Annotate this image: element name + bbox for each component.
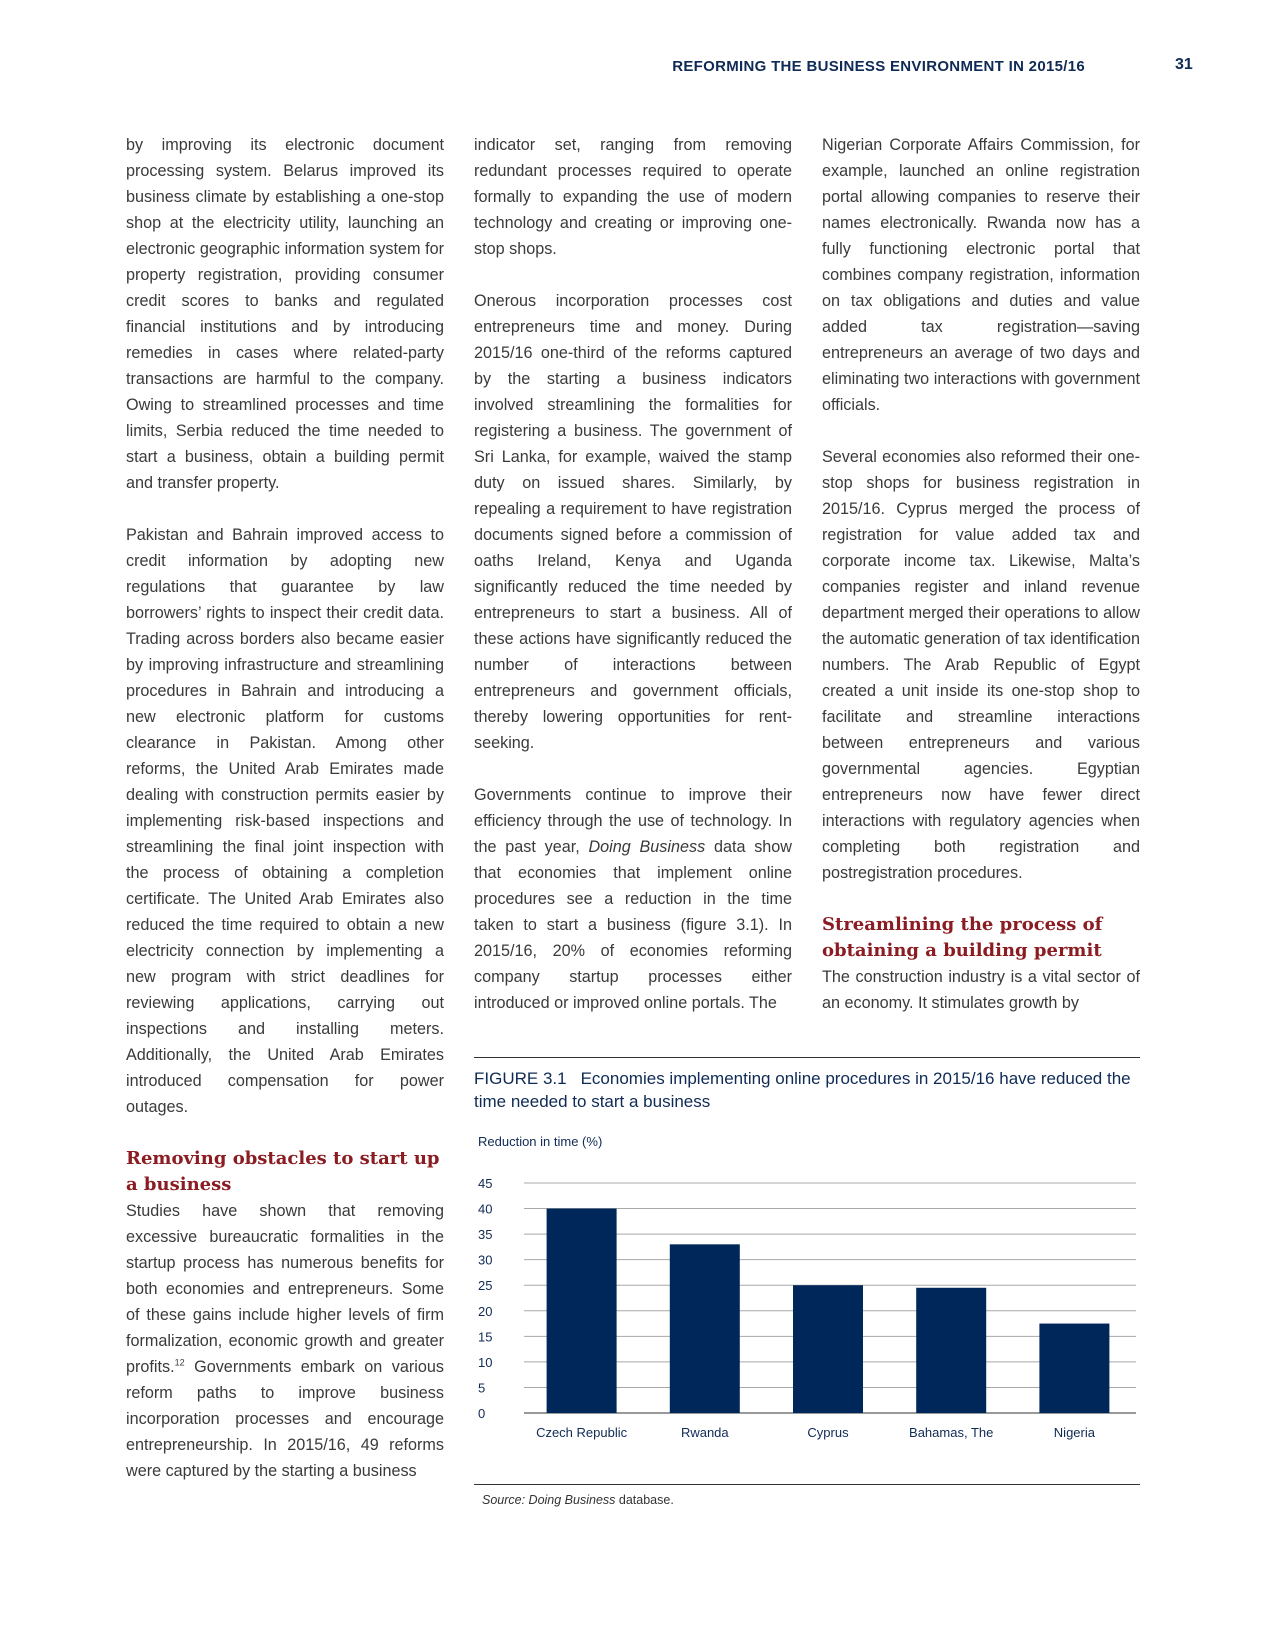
section-heading: Streamlining the process of obtaining a building permit	[822, 914, 1103, 961]
text-column-3	[822, 132, 1140, 1016]
y-tick-label: 45	[478, 1176, 493, 1191]
figure-source	[482, 1493, 674, 1507]
bar	[1039, 1324, 1109, 1413]
text-column-1	[126, 132, 444, 1484]
figure-title: Economies implementing online procedures in 2015/16 have reduced the time needed to start a business	[474, 1069, 1131, 1111]
figure-number: FIGURE 3.1	[474, 1069, 567, 1088]
endnote-marker: 12	[174, 1357, 185, 1368]
figure-caption	[474, 1067, 1134, 1113]
y-tick-label: 30	[478, 1252, 493, 1268]
x-tick-label: Czech Republic	[536, 1425, 628, 1440]
y-tick-label: 25	[478, 1278, 493, 1294]
bar	[793, 1285, 863, 1413]
bar	[916, 1288, 986, 1413]
paragraph-text: Studies have shown that removing excessive bureaucratic formalities in the startup process has numerous benefits for both economies and entrepreneurs. Some of these gains include higher levels of firm formalization, economic growth and greater profits.	[126, 1202, 444, 1376]
y-tick-label: 20	[478, 1303, 493, 1319]
y-tick-label: 40	[478, 1201, 493, 1217]
figure-top-rule	[474, 1057, 1140, 1058]
paragraph: Onerous incorporation processes cost entrepreneurs time and money. During 2015/16 one-third of the reforms captured by the starting a business indicators involved streamlining the formalities for registering a business. The government of Sri Lanka, for example, waived the stamp duty on issued shares. Similarly, by repealing a requirement to have registration documents signed before a commission of oaths Ireland, Kenya and Uganda significantly reduced the time needed by entrepreneurs to start a business. All of these actions have significantly reduced the number of interactions between entrepreneurs and government officials, thereby lowering opportunities for rent-seeking.	[474, 292, 792, 752]
bar	[670, 1244, 740, 1413]
paragraph: by improving its electronic document processing system. Belarus improved its business climate by establishing a one-stop shop at the electricity utility, launching an electronic geographic information system for property registration, providing consumer credit scores to banks and regulated financial institutions and by introducing remedies in cases where related-party transactions are harmful to the company. Owing to streamlined processes and time limits, Serbia reduced the time needed to start a business, obtain a building permit and transfer property.	[126, 136, 444, 492]
paragraph: indicator set, ranging from removing redundant processes required to operate formally to expanding the use of modern technology and creating or improving one-stop shops.	[474, 136, 792, 258]
figure-bottom-rule	[474, 1484, 1140, 1485]
paragraph-text: data show that economies that implement online procedures see a reduction in the time taken to start a business (figure 3.1). In 2015/16, 20% of economies reforming company startup processes either introduced or improved online portals. The	[474, 838, 792, 1012]
paragraph: Several economies also reformed their one-stop shops for business registration in 2015/16. Cyprus merged the process of registration for value added tax and corporate income tax. Likewise, Malta’s companies register and inland revenue department merged their operations to allow the automatic generation of tax identification numbers. The Arab Republic of Egypt created a unit inside its one-stop shop to facilitate and streamline interactions between entrepreneurs and various governmental agencies. Egyptian entrepreneurs now have fewer direct interactions with regulatory agencies when completing both registration and postregistration procedures.	[822, 448, 1140, 882]
y-tick-label: 5	[478, 1380, 486, 1396]
text-column-2	[474, 132, 792, 1016]
source-label: Source: Doing Business	[482, 1493, 616, 1507]
x-tick-label: Cyprus	[807, 1425, 849, 1440]
paragraph	[126, 1198, 444, 1484]
bar	[547, 1209, 617, 1413]
source-text: database.	[615, 1493, 674, 1507]
x-tick-label: Nigeria	[1053, 1425, 1095, 1440]
section-heading: Removing obstacles to start up a business	[126, 1148, 440, 1195]
page-number: 31	[1175, 56, 1193, 73]
x-tick-label: Bahamas, The	[909, 1425, 994, 1440]
publication-title: Doing Business	[588, 838, 706, 856]
y-tick-label: 35	[478, 1227, 493, 1243]
y-tick-label: 15	[478, 1329, 493, 1345]
paragraph: Nigerian Corporate Affairs Commission, for example, launched an online registration portal allowing companies to reserve their names electronically. Rwanda now has a fully functioning electronic portal that combines company registration, information on tax obligations and duties and value added tax registration—saving entrepreneurs an average of two days and eliminating two interactions with government officials.	[822, 136, 1140, 414]
running-head: REFORMING THE BUSINESS ENVIRONMENT IN 2015/16	[672, 58, 1085, 75]
y-tick-label: 0	[478, 1406, 486, 1421]
paragraph-text: Governments embark on various reform paths to improve business incorporation processes and encourage entrepreneurship. In 2015/16, 49 reforms were captured by the starting a business	[126, 1358, 444, 1480]
bar-chart	[474, 1147, 1140, 1467]
x-tick-label: Rwanda	[680, 1425, 729, 1440]
figure	[474, 1057, 1140, 1515]
paragraph: Pakistan and Bahrain improved access to credit information by adopting new regulations that guarantee by law borrowers’ rights to inspect their credit data. Trading across borders also became easier by improving infrastructure and streamlining procedures in Bahrain and introducing a new electronic platform for customs clearance in Pakistan. Among other reforms, the United Arab Emirates made dealing with construction permits easier by implementing risk-based inspections and streamlining the final joint inspection with the process of obtaining a completion certificate. The United Arab Emirates also reduced the time required to obtain a new electricity connection by implementing a new program with strict deadlines for reviewing applications, carrying out inspections and installing meters. Additionally, the United Arab Emirates introduced compensation for power outages.	[126, 526, 444, 1116]
paragraph-text: Governments continue to improve their efficiency through the use of technology. In the past year,	[474, 786, 792, 856]
y-axis-label: Reduction in time (%)	[478, 1134, 603, 1149]
paragraph: The construction industry is a vital sector of an economy. It stimulates growth by	[822, 968, 1140, 1012]
paragraph	[474, 782, 792, 1016]
y-tick-label: 10	[478, 1354, 493, 1370]
